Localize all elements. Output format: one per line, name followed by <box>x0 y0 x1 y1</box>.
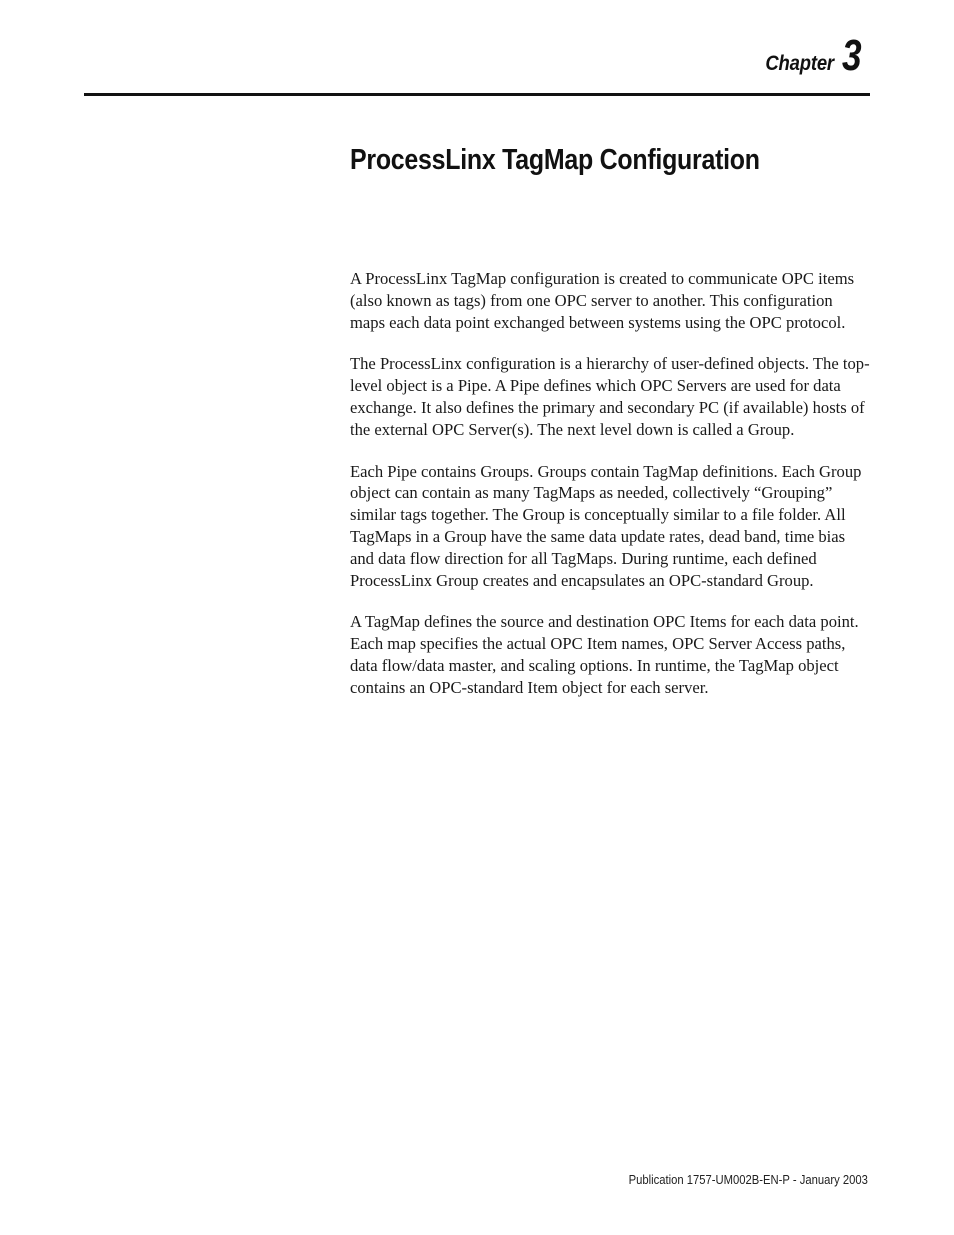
chapter-number: 3 <box>841 31 862 80</box>
paragraph-intro: A ProcessLinx TagMap configuration is created to communicate OPC items (also known as tags) from one OPC server to another. This configuration maps each data point exchanged between systems using the OPC protocol. <box>350 269 855 332</box>
chapter-heading <box>756 31 866 80</box>
paragraph-groups: Each Pipe contains Groups. Groups contain TagMap definitions. Each Group object can contain as many TagMaps as needed, collectively “Grouping” similar tags together. The Group is conceptually similar to a file folder. All TagMaps in a Group have the same data update rates, dead band, time bias and data flow direction for all TagMaps. During runtime, each defined ProcessLinx Group creates and encapsulates an OPC-standard Group. <box>350 461 862 590</box>
header-divider <box>84 93 870 96</box>
chapter-label: Chapter <box>764 52 834 75</box>
paragraph-tagmap: A TagMap defines the source and destination OPC Items for each data point. Each map specifies the actual OPC Item names, OPC Server Access paths, data flow/data master, and scaling options. In runtime, the TagMap object contains an OPC-standard Item object for each server. <box>350 612 859 697</box>
page-title: ProcessLinx TagMap Configuration <box>350 144 760 176</box>
paragraph-hierarchy: The ProcessLinx configuration is a hierarchy of user-defined objects. The top-level object is a Pipe. A Pipe defines which OPC Servers are used for data exchange. It also defines the primary and secondary PC (if available) hosts of the external OPC Server(s). The next level down is called a Group. <box>350 354 870 439</box>
body-text <box>350 268 870 719</box>
publication-footer: Publication 1757-UM002B-EN-P - January 2003 <box>628 1173 868 1187</box>
